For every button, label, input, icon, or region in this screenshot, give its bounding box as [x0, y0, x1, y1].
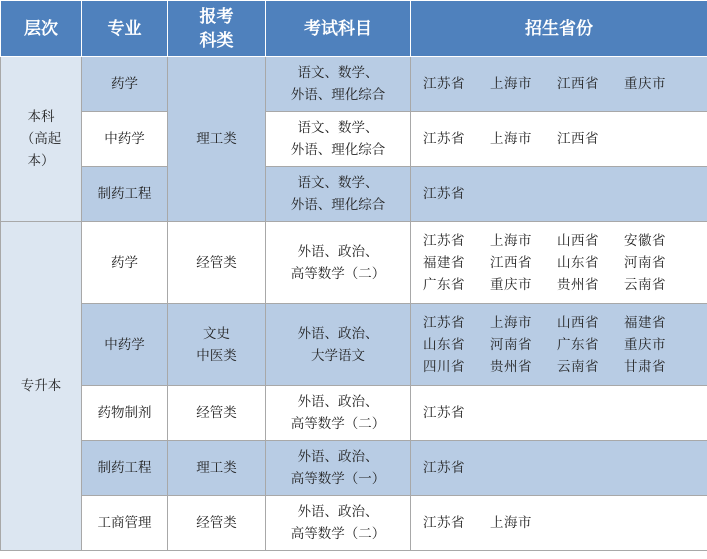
- subjects-cell: 外语、政治、 高等数学（二）: [266, 222, 411, 304]
- subjects-cell: 外语、政治、 大学语文: [266, 304, 411, 386]
- major-cell: 药学: [82, 222, 168, 304]
- header-category: 报考 科类: [168, 1, 266, 57]
- major-cell: 中药学: [82, 304, 168, 386]
- table-row: [1, 386, 707, 441]
- subjects-cell: 语文、数学、 外语、理化综合: [266, 57, 411, 112]
- header-provinces: 招生省份: [411, 1, 707, 57]
- provinces-cell: 江苏省: [411, 441, 707, 496]
- provinces-cell: 江苏省: [411, 167, 707, 222]
- header-major: 专业: [82, 1, 168, 57]
- category-cell: 经管类: [168, 222, 266, 304]
- category-cell: 文史 中医类: [168, 304, 266, 386]
- table-row: [1, 304, 707, 386]
- category-cell: 经管类: [168, 386, 266, 441]
- major-cell: 药物制剂: [82, 386, 168, 441]
- subjects-cell: 语文、数学、 外语、理化综合: [266, 112, 411, 167]
- provinces-cell: 江苏省: [411, 386, 707, 441]
- category-cell: 经管类: [168, 496, 266, 551]
- table-row: [1, 167, 707, 222]
- category-cell: 理工类: [168, 441, 266, 496]
- table-row: [1, 222, 707, 304]
- provinces-cell: 江苏省 上海市 江西省: [411, 112, 707, 167]
- provinces-cell: 江苏省 上海市 江西省 重庆市: [411, 57, 707, 112]
- subjects-cell: 外语、政治、 高等数学（二）: [266, 386, 411, 441]
- table-row: [1, 441, 707, 496]
- subjects-cell: 语文、数学、 外语、理化综合: [266, 167, 411, 222]
- major-cell: 工商管理: [82, 496, 168, 551]
- header-subjects: 考试科目: [266, 1, 411, 57]
- level-cell: 本科 （高起 本）: [1, 57, 82, 222]
- subjects-cell: 外语、政治、 高等数学（一）: [266, 441, 411, 496]
- provinces-cell: 江苏省 上海市 山西省 福建省 山东省 河南省 广东省 重庆市 四川省 贵州省 云南省 甘肃省: [411, 304, 707, 386]
- category-cell: 理工类: [168, 57, 266, 222]
- table-row: [1, 57, 707, 112]
- provinces-cell: 江苏省 上海市 山西省 安徽省 福建省 江西省 山东省 河南省 广东省 重庆市 贵州省 云南省: [411, 222, 707, 304]
- major-cell: 制药工程: [82, 441, 168, 496]
- subjects-cell: 外语、政治、 高等数学（二）: [266, 496, 411, 551]
- major-cell: 药学: [82, 57, 168, 112]
- major-cell: 制药工程: [82, 167, 168, 222]
- major-cell: 中药学: [82, 112, 168, 167]
- table-row: [1, 496, 707, 551]
- table-row: [1, 112, 707, 167]
- provinces-cell: 江苏省 上海市: [411, 496, 707, 551]
- header-row: [1, 1, 707, 57]
- level-cell: 专升本: [1, 222, 82, 551]
- header-level: 层次: [1, 1, 82, 57]
